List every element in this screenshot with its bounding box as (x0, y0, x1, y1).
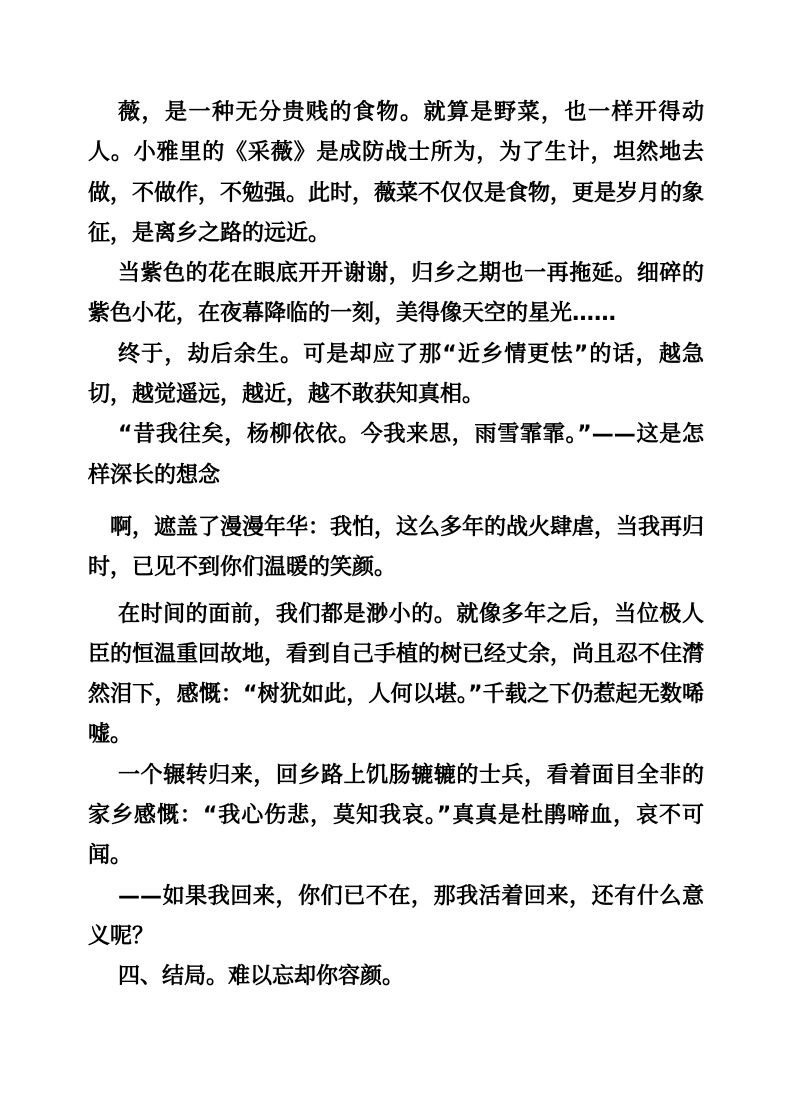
paragraph-poem-quote: “昔我往矣，杨柳依依。今我来思，雨雪霏霏。”——这是怎样深长的想念 (88, 422, 704, 488)
paragraph-time-smallness: 在时间的面前，我们都是渺小的。就像多年之后，当位极人臣的恒温重回故地，看到自己手植的树已经丈余，尚且忍不住潸然泪下，感慨：“树犹如此，人何以堪。”千载之下仍惹起无数唏嘘。 (88, 601, 705, 748)
paragraph-survival: 终于，劫后余生。可是却应了那“近乡情更怯”的话，越急切，越觉遥远，越近，越不敢获知真相。 (88, 341, 704, 408)
paragraph-ending-heading: 四、结局。难以忘却你容颜。 (118, 964, 405, 990)
paragraph-ah-years: 啊，遮盖了漫漫年华：我怕，这么多年的战火肆虐，当我再归时，已见不到你们温暖的笑颜。 (88, 514, 705, 581)
paragraph-purple-flowers: 当紫色的花在眼底开开谢谢，归乡之期也一再拖延。细碎的紫色小花，在夜幕降临的一刻，美得像天空的星光…… (88, 261, 704, 327)
paragraph-wei-food: 薇，是一种无分贵贱的食物。就算是野菜，也一样开得动人。小雅里的《采薇》是成防战士所为，为了生计，坦然地去做，不做作，不勉强。此时，薇菜不仅仅是食物，更是岁月的象征，是离乡之路的远近。 (88, 100, 705, 246)
paragraph-soldier-return: 一个辗转归来，回乡路上饥肠辘辘的士兵，看着面目全非的家乡感慨：“我心伤悲，莫知我哀。”真真是杜鹃啼血，哀不可闻。 (88, 762, 704, 869)
paragraph-if-i-return: ——如果我回来，你们已不在，那我活着回来，还有什么意义呢？ (88, 883, 704, 949)
